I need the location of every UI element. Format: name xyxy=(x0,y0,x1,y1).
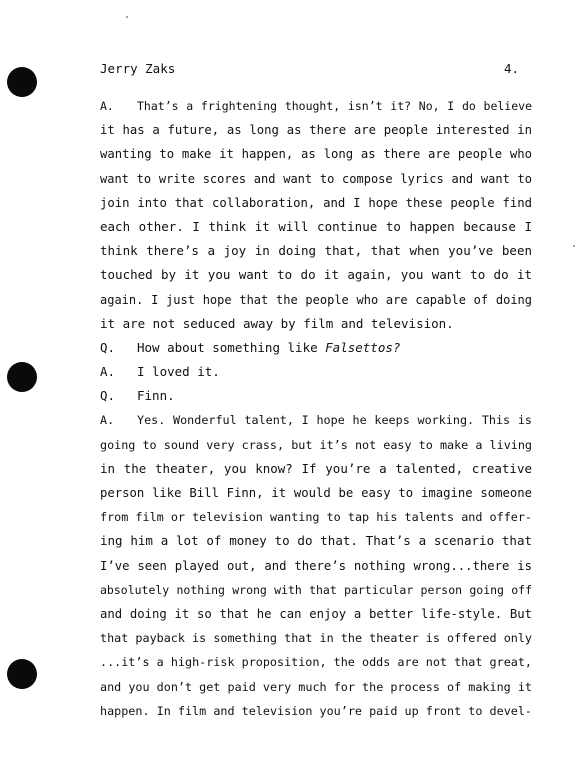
transcript-line: in the theater, you know? If you’re a talented, creative xyxy=(100,460,532,476)
transcript-line: wanting to make it happen, as long as there are people who xyxy=(100,147,532,162)
show-title: Falsettos? xyxy=(325,339,401,355)
transcript-line: A. That’s a frightening thought, isn’t it? No, I do believe xyxy=(100,94,532,118)
transcript-line: again. I just hope that the people who are capable of doing xyxy=(100,292,532,307)
transcript-line: happen. In film and television you’re paid up front to devel- xyxy=(100,703,532,718)
transcript-line: A. I loved it. xyxy=(100,360,532,384)
transcript-line: going to sound very crass, but it’s not easy to make a living xyxy=(100,437,532,452)
speaker-tag: A. xyxy=(100,364,116,380)
transcript-line: it has a future, as long as there are people interested in xyxy=(100,123,532,138)
scan-speck xyxy=(573,245,575,247)
transcript-line: want to write scores and want to compose lyrics and want to xyxy=(100,171,532,186)
transcript-line: touched by it you want to do it again, you want to do it xyxy=(100,267,532,283)
transcript-line: Q. How about something like Falsettos? xyxy=(100,336,532,360)
speaker-tag: A. xyxy=(100,99,114,113)
speaker-tag: Q. xyxy=(100,339,116,355)
transcript-line: A. Yes. Wonderful talent, I hope he keeps working. This is xyxy=(100,408,532,432)
transcript-line: ...it’s a high-risk proposition, the odds are not that great, xyxy=(100,655,532,670)
transcript-line: Q. Finn. xyxy=(100,384,532,408)
punch-hole xyxy=(7,659,37,689)
speaker-tag: Q. xyxy=(100,388,116,404)
transcript-line: absolutely nothing wrong with that particular person going off xyxy=(100,582,532,597)
speaker-tag: A. xyxy=(100,413,115,428)
transcript-line: I’ve seen played out, and there’s nothing wrong...there is xyxy=(100,558,532,573)
page-number: 4. xyxy=(504,61,520,76)
transcript-line: it are not seduced away by film and television. xyxy=(100,315,454,331)
transcript-line: think there’s a joy in doing that, that when you’ve been xyxy=(100,243,532,259)
punch-hole xyxy=(7,362,37,392)
transcript-line: that payback is something that in the theater is offered only xyxy=(100,631,532,646)
interviewee-name: Jerry Zaks xyxy=(100,61,176,76)
transcript-body xyxy=(100,94,532,723)
transcript-line: and you don’t get paid very much for the process of making it xyxy=(100,679,532,694)
transcript-line: each other. I think it will continue to happen because I xyxy=(100,218,532,234)
transcript-line: ing him a lot of money to do that. That’s a scenario that xyxy=(100,533,532,549)
scan-speck xyxy=(126,16,128,18)
transcript-line: person like Bill Finn, it would be easy to imagine someone xyxy=(100,486,532,500)
transcript-line: from film or television wanting to tap his talents and offer- xyxy=(100,510,532,525)
transcript-line: and doing it so that he can enjoy a better life-style. But xyxy=(100,606,532,621)
punch-hole xyxy=(7,67,37,97)
transcript-line: join into that collaboration, and I hope these people find xyxy=(100,195,532,210)
